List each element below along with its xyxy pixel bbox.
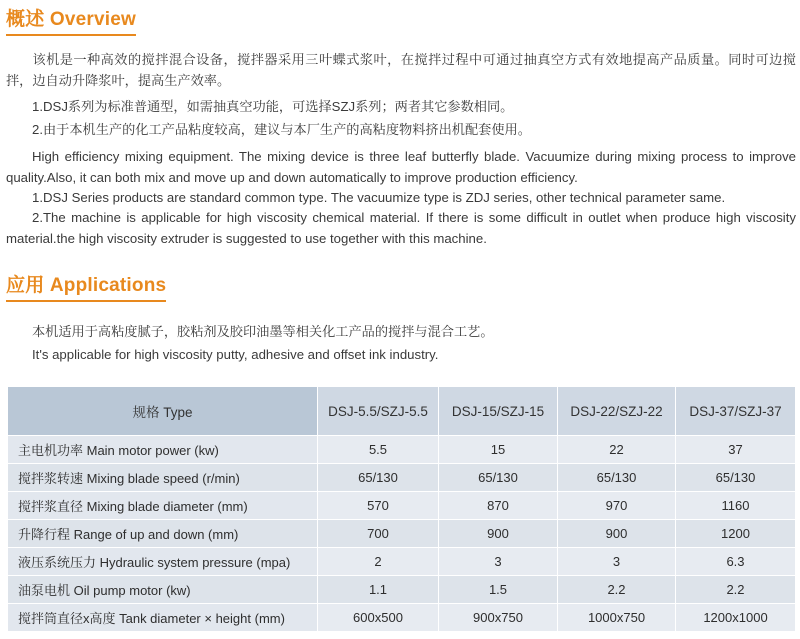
table-cell: 1200x1000 <box>676 604 796 632</box>
table-cell: 2.2 <box>676 576 796 604</box>
table-cell: 900 <box>439 520 558 548</box>
table-cell: 870 <box>439 492 558 520</box>
row-label: 油泵电机 Oil pump motor (kw) <box>8 576 318 604</box>
table-cell: 1000x750 <box>558 604 676 632</box>
overview-en-note-1-text: 1.DSJ Series products are standard common type. The vacuumize type is ZDJ series, other technical parameter same. <box>32 190 726 205</box>
overview-cn-note-1-text: 1.DSJ系列为标准普通型，如需抽真空功能，可选择SZJ系列；两者其它参数相同。 <box>32 99 514 114</box>
table-cell: 2.2 <box>558 576 676 604</box>
table-cell: 65/130 <box>676 464 796 492</box>
applications-heading: 应用 Applications <box>6 270 166 302</box>
table-cell: 5.5 <box>318 436 439 464</box>
row-label: 液压系统压力 Hydraulic system pressure (mpa) <box>8 548 318 576</box>
row-label: 搅拌筒直径x高度 Tank diameter × height (mm) <box>8 604 318 632</box>
table-row <box>8 436 796 464</box>
table-cell: 3 <box>558 548 676 576</box>
table-cell: 570 <box>318 492 439 520</box>
table-cell: 1160 <box>676 492 796 520</box>
table-row <box>8 492 796 520</box>
table-cell: 700 <box>318 520 439 548</box>
row-label: 主电机功率 Main motor power (kw) <box>8 436 318 464</box>
header-model-cell: DSJ-22/SZJ-22 <box>558 387 676 436</box>
overview-cn-intro <box>6 50 796 91</box>
table-cell: 3 <box>439 548 558 576</box>
table-header-row <box>8 387 796 436</box>
table-cell: 1200 <box>676 520 796 548</box>
overview-cn-note-2 <box>6 120 796 141</box>
table-cell: 65/130 <box>318 464 439 492</box>
specification-table <box>7 386 796 632</box>
overview-en-note-1 <box>6 188 796 209</box>
header-model-cell: DSJ-5.5/SZJ-5.5 <box>318 387 439 436</box>
table-cell: 37 <box>676 436 796 464</box>
table-cell: 900 <box>558 520 676 548</box>
overview-cn-note-1 <box>6 97 796 118</box>
overview-cn-note-2-text: 2.由于本机生产的化工产品粘度较高，建议与本厂生产的高粘度物料挤出机配套使用。 <box>32 122 531 137</box>
table-row <box>8 520 796 548</box>
table-cell: 65/130 <box>439 464 558 492</box>
header-model-cell: DSJ-15/SZJ-15 <box>439 387 558 436</box>
row-label: 搅拌浆转速 Mixing blade speed (r/min) <box>8 464 318 492</box>
table-cell: 1.1 <box>318 576 439 604</box>
table-row <box>8 604 796 632</box>
table-cell: 6.3 <box>676 548 796 576</box>
overview-en-intro-text: High efficiency mixing equipment. The mixing device is three leaf butterfly blade. Vacuumize during mixing process to improve quality.Also, it can both mix and move up and down automatically to improve production efficiency. <box>6 149 796 185</box>
row-label: 升降行程 Range of up and down (mm) <box>8 520 318 548</box>
table-cell: 2 <box>318 548 439 576</box>
table-cell: 22 <box>558 436 676 464</box>
header-type-cell: 规格 Type <box>8 387 318 436</box>
table-cell: 65/130 <box>558 464 676 492</box>
applications-en-text-content: It's applicable for high viscosity putty, adhesive and offset ink industry. <box>32 347 439 362</box>
table-cell: 900x750 <box>439 604 558 632</box>
applications-en-text <box>6 345 796 366</box>
applications-cn-text <box>6 322 796 343</box>
overview-en-note-2 <box>6 208 796 249</box>
header-model-cell: DSJ-37/SZJ-37 <box>676 387 796 436</box>
overview-en-note-2-text: 2.The machine is applicable for high viscosity chemical material. If there is some difficult in outlet when produce high viscosity material.the high viscosity extruder is suggested to use together with this machine. <box>6 210 796 246</box>
table-cell: 600x500 <box>318 604 439 632</box>
overview-cn-intro-text: 该机是一种高效的搅拌混合设备，搅拌器采用三叶蝶式浆叶，在搅拌过程中可通过抽真空方式有效地提高产品质量。同时可边搅拌，边自动升降浆叶，提高生产效率。 <box>6 52 796 88</box>
table-cell: 970 <box>558 492 676 520</box>
row-label: 搅拌浆直径 Mixing blade diameter (mm) <box>8 492 318 520</box>
table-cell: 1.5 <box>439 576 558 604</box>
table-row <box>8 576 796 604</box>
overview-en-intro <box>6 147 796 188</box>
table-row <box>8 548 796 576</box>
table-row <box>8 464 796 492</box>
overview-heading: 概述 Overview <box>6 4 136 36</box>
table-cell: 15 <box>439 436 558 464</box>
applications-cn-text-content: 本机适用于高粘度腻子，胶粘剂及胶印油墨等相关化工产品的搅拌与混合工艺。 <box>32 324 494 339</box>
